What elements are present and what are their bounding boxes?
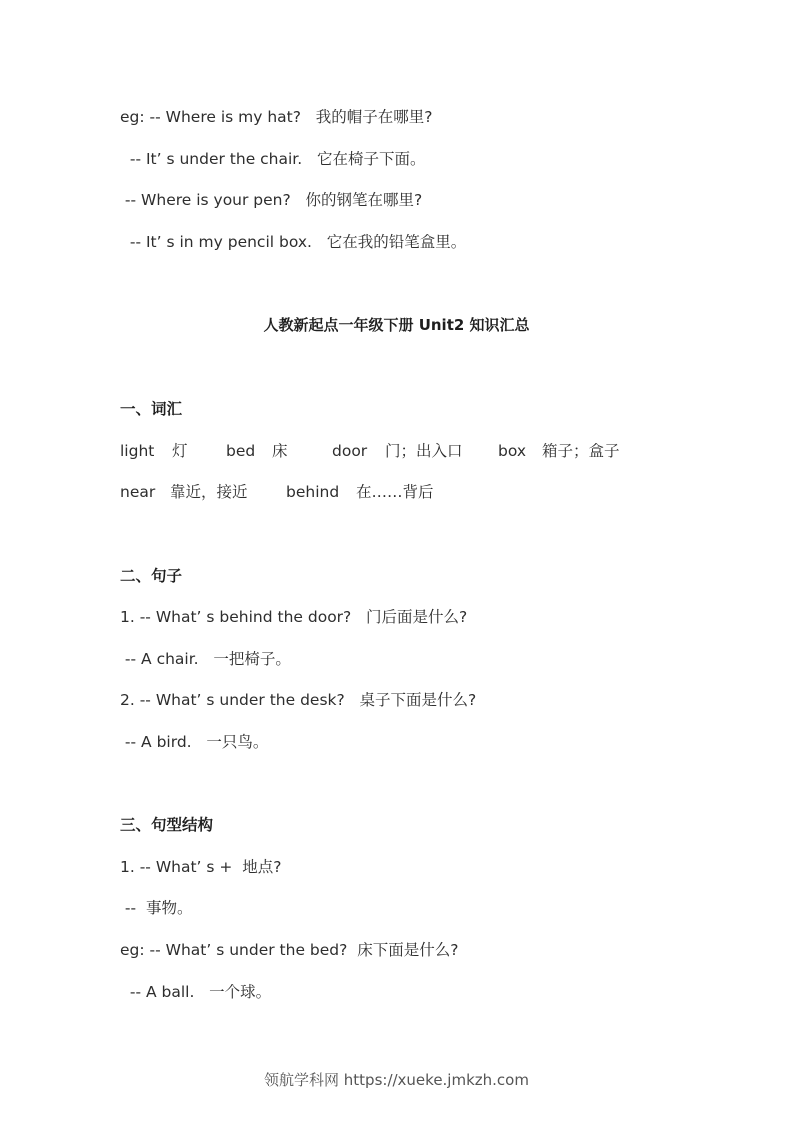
example-line: -- It’ s under the chair. 它在椅子下面。 <box>120 150 426 168</box>
structure-line: -- 事物。 <box>120 899 193 917</box>
vocab-word: near <box>120 483 156 501</box>
vocab-meaning: 门；出入口 <box>385 442 463 460</box>
sentence-line: -- A chair. 一把椅子。 <box>120 650 291 668</box>
vocab-word: light <box>120 442 155 460</box>
vocab-meaning: 灯 <box>172 442 188 460</box>
vocab-word: door <box>332 442 368 460</box>
example-line: -- It’ s in my pencil box. 它在我的铅笔盒里。 <box>120 233 467 251</box>
vocab-word: bed <box>226 442 256 460</box>
vocab-meaning: 在……背后 <box>356 483 434 501</box>
vocab-word: behind <box>286 483 340 501</box>
sentence-line: -- A bird. 一只鸟。 <box>120 733 269 751</box>
section-heading: 一、词汇 <box>120 400 183 418</box>
vocab-meaning: 床 <box>272 442 288 460</box>
structure-line: eg: -- What’ s under the bed? 床下面是什么? <box>120 941 459 959</box>
section-heading: 二、句子 <box>120 567 183 585</box>
vocab-word: box <box>498 442 527 460</box>
vocab-meaning: 箱子；盒子 <box>542 442 620 460</box>
example-line: eg: -- Where is my hat? 我的帽子在哪里? <box>120 108 433 126</box>
sentence-line: 2. -- What’ s under the desk? 桌子下面是什么? <box>120 691 477 709</box>
document-title: 人教新起点一年级下册 Unit2 知识汇总 <box>263 316 530 334</box>
example-line: -- Where is your pen? 你的钢笔在哪里? <box>120 191 423 209</box>
vocab-meaning: 靠近，接近 <box>170 483 248 501</box>
structure-line: 1. -- What’ s + 地点? <box>120 858 282 876</box>
structure-line: -- A ball. 一个球。 <box>120 983 272 1001</box>
section-heading: 三、句型结构 <box>120 816 214 834</box>
sentence-line: 1. -- What’ s behind the door? 门后面是什么? <box>120 608 468 626</box>
page-footer: 领航学科网 https://xueke.jmkzh.com <box>264 1071 529 1089</box>
